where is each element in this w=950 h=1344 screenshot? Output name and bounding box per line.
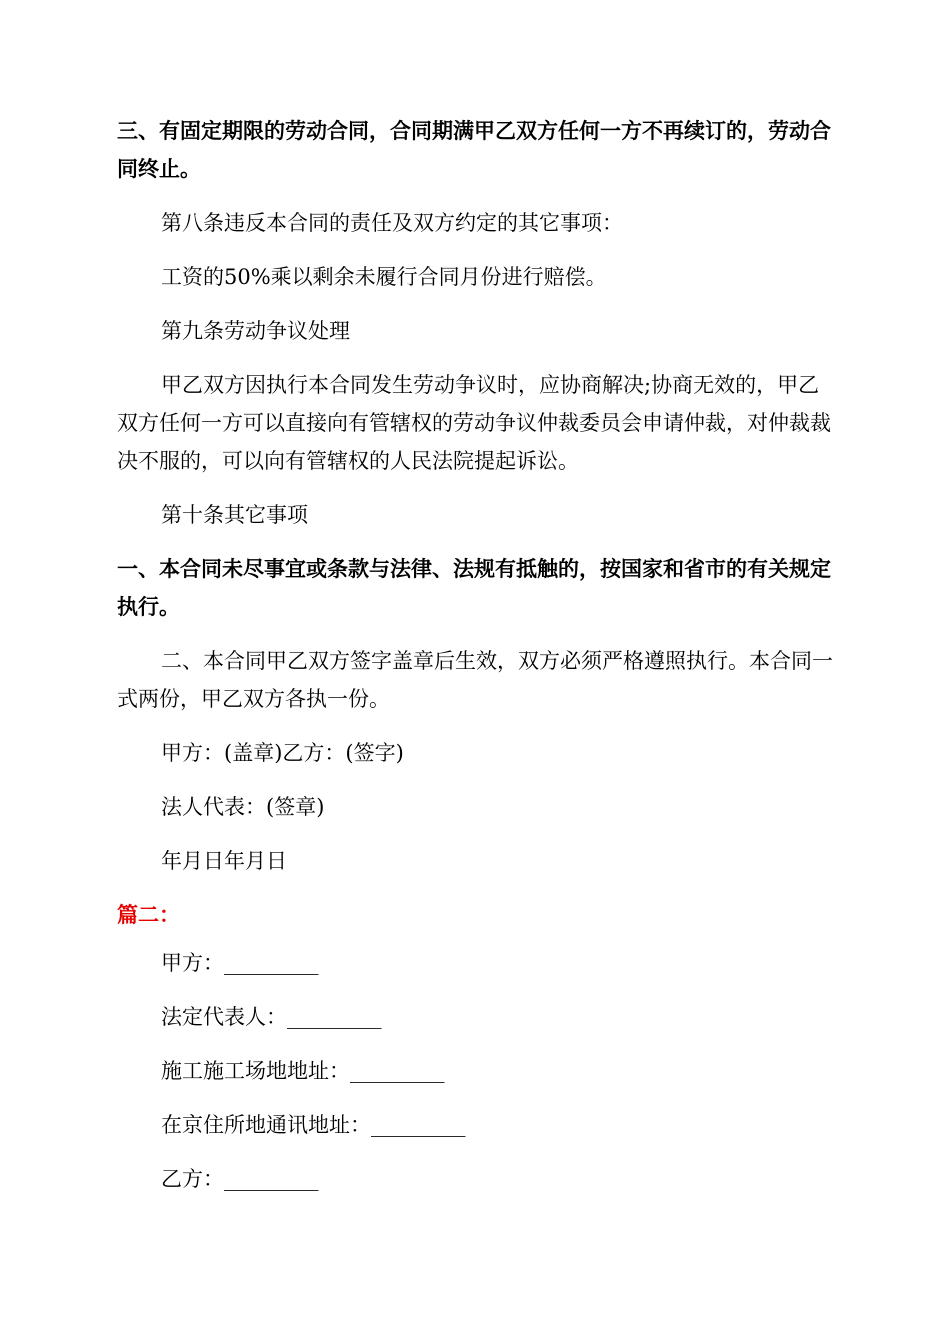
field-legal-representative: 法定代表人：_________ (161, 1005, 382, 1029)
dispute-resolution-text: 甲乙双方因执行本合同发生劳动争议时，应协商解决;协商无效的，甲乙双方任何一方可以直接向有管辖权的劳动争议仲裁委员会申请仲裁，对仲裁裁决不服的，可以向有管辖权的人民法院提起诉讼。 (117, 373, 831, 473)
document-body (117, 112, 833, 1214)
clause-legal-conflict: 一、本合同未尽事宜或条款与法律、法规有抵触的，按国家和省市的有关规定执行。 (117, 557, 831, 619)
field-beijing-address: 在京住所地通讯地址：_________ (161, 1113, 466, 1137)
article-eight-title: 第八条违反本合同的责任及双方约定的其它事项： (161, 211, 623, 235)
compensation-text: 工资的50%乘以剩余未履行合同月份进行赔偿。 (161, 265, 607, 289)
section-heading: 篇二： (117, 903, 180, 927)
field-construction-site-address: 施工施工场地地址：_________ (161, 1059, 445, 1083)
legal-representative-signature: 法人代表：(签章) (161, 795, 325, 819)
article-ten-title: 第十条其它事项 (161, 503, 308, 527)
signature-parties: 甲方：(盖章)乙方：(签字) (161, 741, 404, 765)
signature-dates: 年月日年月日 (161, 849, 287, 873)
clause-effective: 二、本合同甲乙双方签字盖章后生效，双方必须严格遵照执行。本合同一式两份，甲乙双方各执一份。 (117, 649, 833, 711)
field-party-a: 甲方：_________ (161, 951, 319, 975)
field-party-b: 乙方：_________ (161, 1167, 319, 1191)
article-nine-title: 第九条劳动争议处理 (161, 319, 350, 343)
clause-fixed-term-termination: 三、有固定期限的劳动合同，合同期满甲乙双方任何一方不再续订的，劳动合同终止。 (117, 119, 831, 181)
